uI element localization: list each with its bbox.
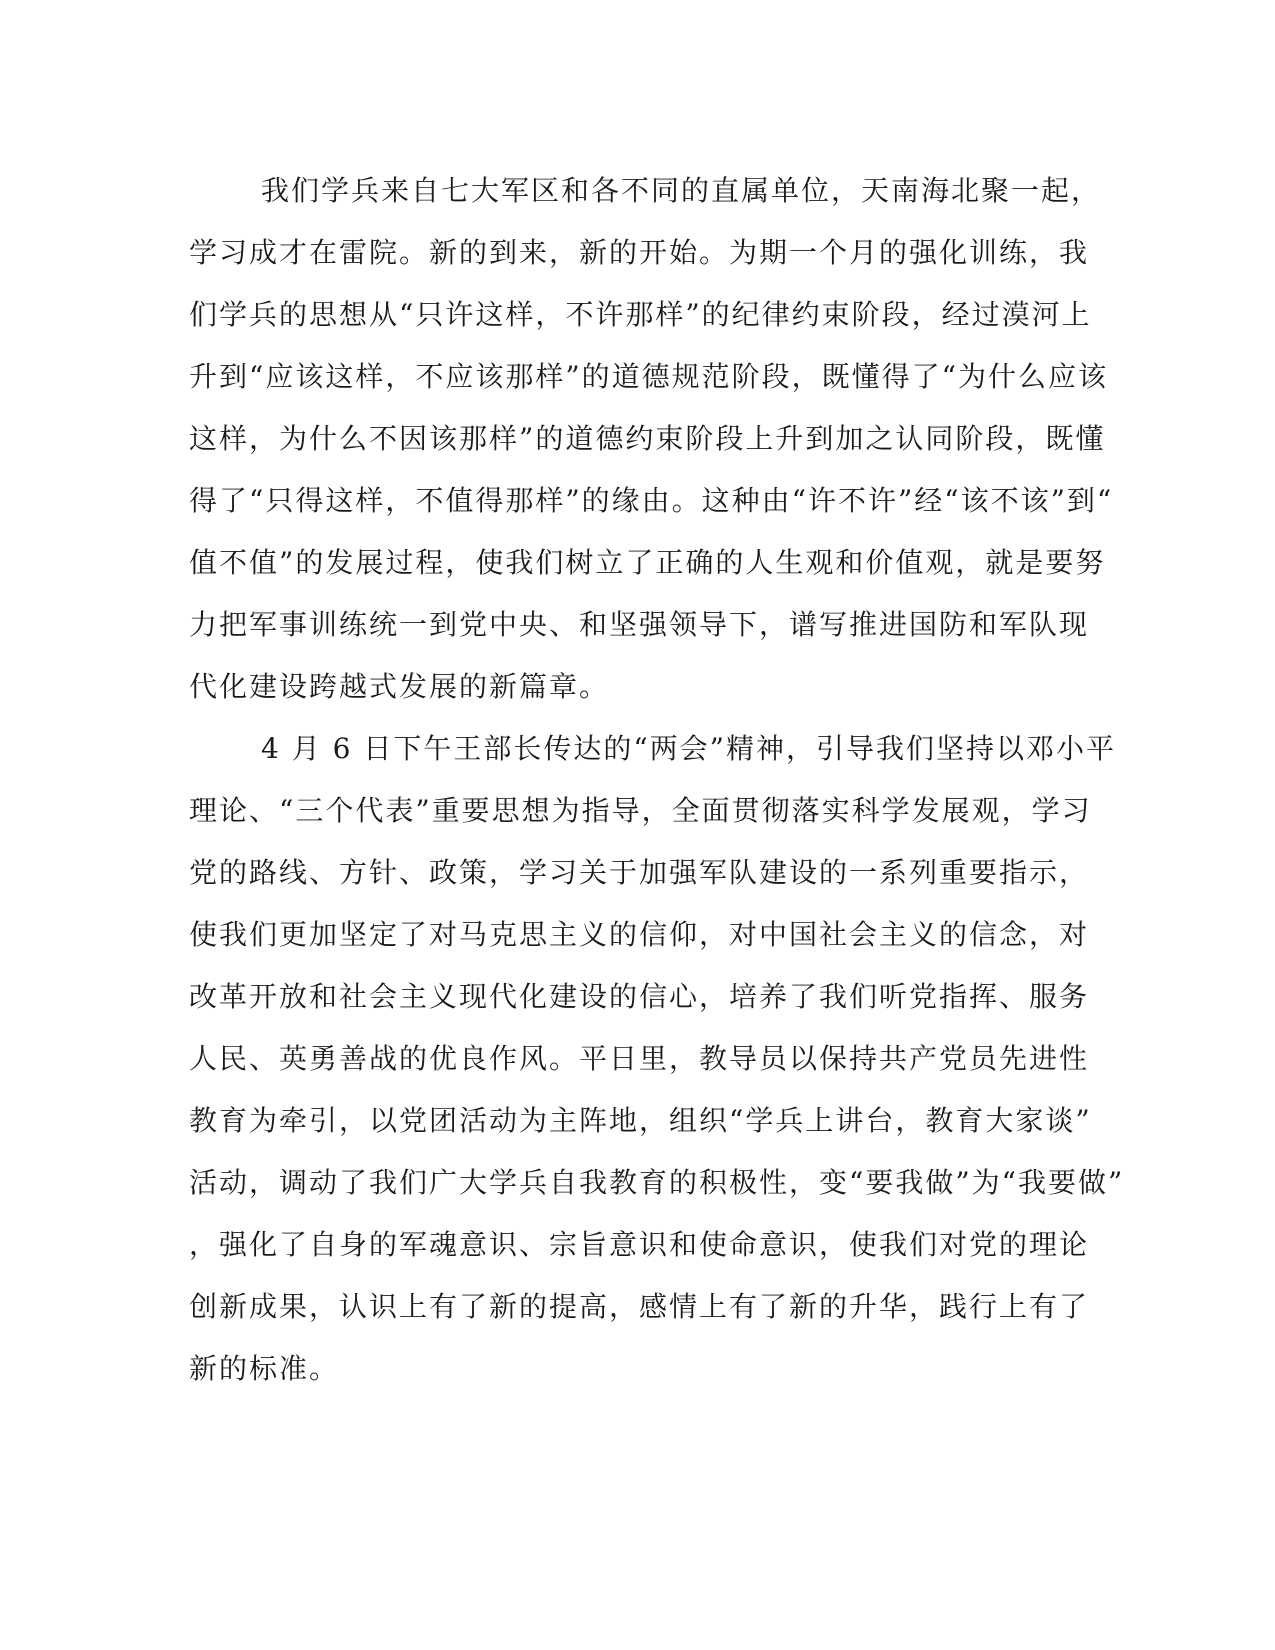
paragraph-line: 升到“应该这样，不应该那样”的道德规范阶段，既懂得了“为什么应该: [189, 360, 1108, 393]
paragraph-2: [189, 718, 1125, 1400]
paragraph-line: 我们学兵来自七大军区和各不同的直属单位，天南海北聚一起，: [261, 174, 1102, 207]
paragraph-line: 值不值”的发展过程，使我们树立了正确的人生观和价值观，就是要努: [189, 546, 1106, 579]
paragraph-line: 使我们更加坚定了对马克思主义的信仰，对中国社会主义的信念，对: [189, 918, 1090, 951]
paragraph-line: 理论、“三个代表”重要思想为指导，全面贯彻落实科学发展观，学习: [189, 794, 1092, 827]
paragraph-line: 4 月 6 日下午王部长传达的“两会”精神，引导我们坚持以邓小平: [261, 732, 1116, 765]
paragraph-line: 人民、英勇善战的优良作风。平日里，教导员以保持共产党员先进性: [189, 1042, 1090, 1075]
paragraph-line: 教育为牵引，以党团活动为主阵地，组织“学兵上讲台，教育大家谈”: [189, 1104, 1092, 1137]
paragraph-line: 党的路线、方针、政策，学习关于加强军队建设的一系列重要指示，: [189, 856, 1090, 889]
paragraph-line: 代化建设跨越式发展的新篇章。: [189, 670, 610, 703]
paragraph-1: [189, 160, 1114, 718]
paragraph-line: 新的标准。: [189, 1352, 340, 1385]
paragraph-line: 学习成才在雷院。新的到来，新的开始。为期一个月的强化训练，我: [189, 236, 1090, 269]
paragraph-line: 活动，调动了我们广大学兵自我教育的积极性，变“要我做”为“我要做”: [189, 1166, 1125, 1199]
paragraph-line: 创新成果，认识上有了新的提高，感情上有了新的升华，践行上有了: [189, 1290, 1090, 1323]
paragraph-line: 得了“只得这样，不值得那样”的缘由。这种由“许不许”经“该不该”到“: [189, 484, 1114, 517]
paragraph-line: 这样，为什么不因该那样”的道德约束阶段上升到加之认同阶段，既懂: [189, 422, 1106, 455]
document-body: [189, 160, 1125, 1400]
paragraph-line: 改革开放和社会主义现代化建设的信心，培养了我们听党指挥、服务: [189, 980, 1090, 1013]
paragraph-line: ，强化了自身的军魂意识、宗旨意识和使命意识，使我们对党的理论: [189, 1228, 1090, 1261]
paragraph-line: 力把军事训练统一到党中央、和坚强领导下，谱写推进国防和军队现: [189, 608, 1090, 641]
paragraph-line: 们学兵的思想从“只许这样，不许那样”的纪律约束阶段，经过漠河上: [189, 298, 1092, 331]
